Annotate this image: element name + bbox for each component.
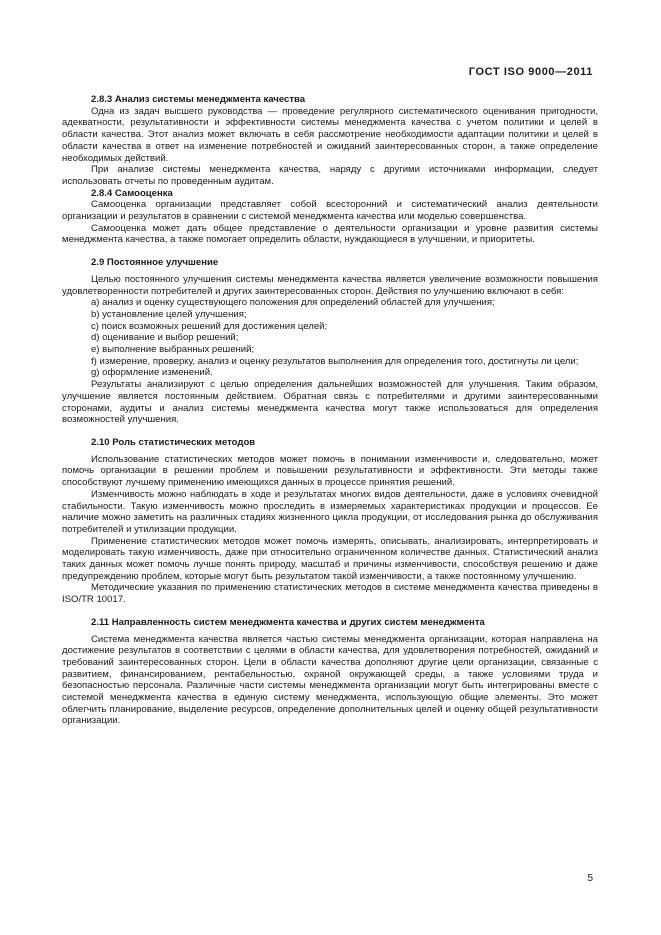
list-item: e) выполнение выбранных решений; xyxy=(91,344,255,356)
standard-code-header: ГОСТ ISO 9000—2011 xyxy=(468,66,593,78)
section-2-9-title: 2.9 Постоянное улучшение xyxy=(91,257,219,269)
section-2-8-3-title: 2.8.3 Анализ системы менеджмента качества xyxy=(91,94,306,105)
paragraph: Самооценка организации представляет собой всесторонний и систематический анализ деятельности организации и результатов в сравнении с системой менеджмента качества или моделью совершенства. xyxy=(62,199,598,223)
list-item: c) поиск возможных решений для достижения целей; xyxy=(91,320,328,332)
page-number: 5 xyxy=(587,873,593,884)
section-2-10-title: 2.10 Роль статистических методов xyxy=(91,436,256,448)
paragraph: Методические указания по применению статистических методов в системе менеджмента качества приведены в ISO/TR 10017. xyxy=(62,582,598,606)
list-item: f) измерение, проверку, анализ и оценку результатов выполнения для определения того, достигнуты ли цели; xyxy=(91,355,579,367)
paragraph: Изменчивость можно наблюдать в ходе и результатах многих видов деятельности, даже в условиях очевидной стабильности. Такую изменчивость можно проследить в измеряемых характеристиках продукции и процессов. Ее наличие можно заметить на различных стадиях жизненного цикла продукции, от исследования рынка до обслуживания потребителей и утилизации продукции. xyxy=(62,488,598,535)
list-item: d) оценивание и выбор решений; xyxy=(91,332,239,344)
list-item: b) установление целей улучшения; xyxy=(91,308,247,320)
paragraph: Одна из задач высшего руководства — проведение регулярного систематического оценивания пригодности, адекватности, результативности и эффективности системы менеджмента качества с учетом политики и целей в области качества. Этот анализ может включать в себя рассмотрение необходимости адаптации политики и целей в области качества в ответ на изменение потребностей и ожиданий заинтересованных сторон, а также определение необходимых действий. xyxy=(62,105,598,164)
paragraph: Применение статистических методов может помочь измерять, описывать, анализировать, интерпретировать и моделировать такую изменчивость, даже при относительно ограниченном количестве данных. Статистический анализ таких данных может помочь лучше понять природу, масштаб и причины изменчивости, способствуя решению и даже предупреждению проблем, которые могут быть результатом такой изменчивости, а также постоянному улучшению. xyxy=(62,535,598,582)
paragraph: При анализе системы менеджмента качества, наряду с другими источниками информации, следует использовать отчеты по проведенным аудитам. xyxy=(62,164,598,187)
section-2-11-title: 2.11 Направленность систем менеджмента качества и других систем менеджмента xyxy=(91,616,485,628)
paragraph: Результаты анализируют с целью определения дальнейших возможностей для улучшения. Таким образом, улучшение является постоянным действием. Обратная связь с потребителями и другими заинтересованными сторонами, аудиты и анализ системы менеджмента качества могут также использоваться для определения возможностей улучшения. xyxy=(62,379,598,426)
paragraph: Использование статистических методов может помочь в понимании изменчивости и, следовательно, может помочь организации в решении проблем и повышении результативности и эффективности. Эти методы также способствуют лучшему применению имеющихся данных в процессе принятия решений. xyxy=(62,453,598,489)
section-2-8-4-title: 2.8.4 Самооценка xyxy=(91,187,173,199)
list-item: a) анализ и оценку существующего положения для определений областей для улучшения; xyxy=(91,297,495,309)
list-item: g) оформление изменений. xyxy=(91,367,213,379)
paragraph: Целью постоянного улучшения системы менеджмента качества является увеличение возможности повышения удовлетворенности потребителей и других заинтересованных сторон. Действия по улучшению включают в себя: xyxy=(62,273,598,297)
page-body xyxy=(62,94,598,727)
paragraph: Самооценка может дать общее представление о деятельности организации и уровне развития системы менеджмента качества, а также помогает определить области, нуждающиеся в улучшении, и приоритеты. xyxy=(62,222,598,246)
paragraph: Система менеджмента качества является частью системы менеджмента организации, которая направлена на достижение результатов в соответствии с целями в области качества, для удовлетворения потребностей, ожиданий и требований заинтересованных сторон. Цели в области качества дополняют другие цели организации, связанные с развитием, финансированием, рентабельностью, охраной окружающей среды, а также условиями труда и безопасностью персонала. Различные части системы менеджмента организации могут быть интегрированы вместе с системой менеджмента качества в единую систему менеджмента, использующую общие элементы. Это может облегчить планирование, выделение ресурсов, определение дополнительных целей и оценку общей результативности организации. xyxy=(62,633,598,727)
